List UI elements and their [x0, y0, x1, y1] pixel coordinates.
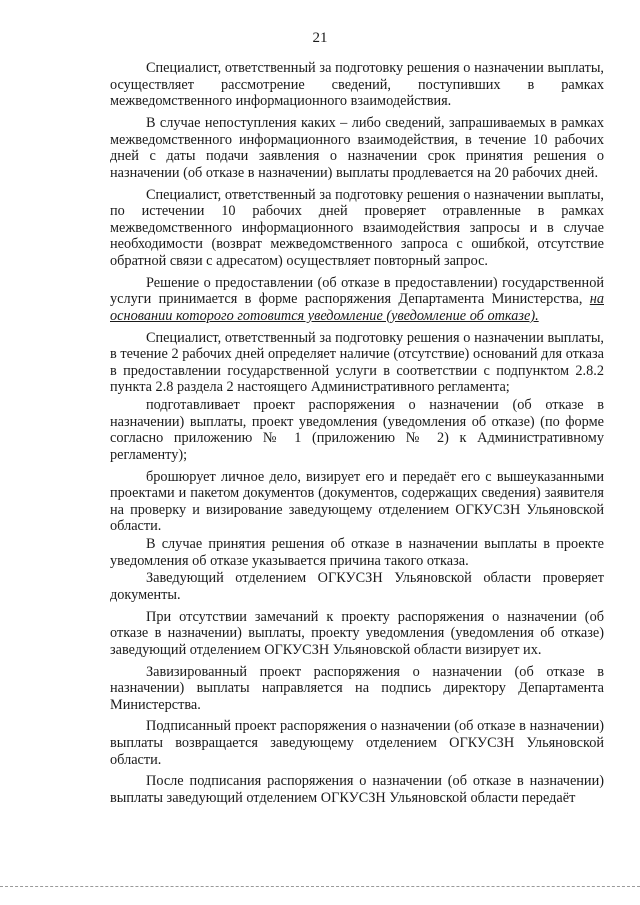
paragraph-case-file: брошюрует личное дело, визирует его и передаёт его с вышеуказанными проектами и пакетом документов (документов, содержащих сведения) заявителя на проверку и визирование заведующему отделением ОГКУСЗН Ульяновской области.	[110, 468, 604, 535]
paragraph-sent-for-signature: Завизированный проект распоряжения о назначении (об отказе в назначении) выплаты направляется на подпись директору Департамента Министерства.	[110, 663, 604, 713]
decision-emphasis: на основании которого готовится уведомление (уведомление об отказе).	[110, 291, 604, 324]
paragraph-after-signing: После подписания распоряжения о назначении (об отказе в назначении) выплаты заведующий отделением ОГКУСЗН Ульяновской области передаёт	[110, 773, 604, 807]
paragraph-deadline-extension: В случае непоступления каких – либо сведений, запрашиваемых в рамках межведомственного информационного взаимодействия, в течение 10 рабочих дней с даты подачи заявления о назначении срок принятия решения о назначении (об отказе в назначении) выплаты продлевается на 20 рабочих дней.	[110, 114, 604, 181]
paragraph-signed-returned: Подписанный проект распоряжения о назначении (об отказе в назначении) выплаты возвращается заведующему отделением ОГКУСЗН Ульяновской области.	[110, 718, 604, 768]
decision-text: Решение о предоставлении (об отказе в предоставлении) государственной услуги принимается в форме распоряжения Департамента Министерства,	[110, 274, 604, 308]
paragraph-refusal-reason: В случае принятия решения об отказе в назначении выплаты в проекте уведомления об отказе указывается причина такого отказа.	[110, 535, 604, 569]
paragraph-repeat-request: Специалист, ответственный за подготовку решения о назначении выплаты, по истечении 10 рабочих дней проверяет отравленные в рамках межведомственного информационного взаимодействия запросы и в случае необходимости (возврат межведомственного запроса с ошибкой, отсутствие обратной связи с адресатом) осуществляет повторный запрос.	[110, 186, 604, 269]
document-body	[110, 60, 604, 812]
page-number: 21	[312, 30, 328, 46]
paragraph-grounds-check: Специалист, ответственный за подготовку решения о назначении выплаты, в течение 2 рабочих дней определяет наличие (отсутствие) оснований для отказа в предоставлении государственной услуги в соответствии с подпунктом 2.8.2 пункта 2.8 раздела 2 настоящего Административного регламента;	[110, 329, 604, 396]
paragraph-head-approves: При отсутствии замечаний к проекту распоряжения о назначении (об отказе в назначении) выплаты, проекту уведомления (уведомления об отказе) заведующий отделением ОГКУСЗН Ульяновской области визирует их.	[110, 608, 604, 658]
paragraph-specialist-review: Специалист, ответственный за подготовку решения о назначении выплаты, осуществляет рассмотрение сведений, поступивших в рамках межведомственного информационного взаимодействия.	[110, 60, 604, 110]
paragraph-head-checks: Заведующий отделением ОГКУСЗН Ульяновской области проверяет документы.	[110, 570, 604, 603]
page-bottom-divider	[0, 886, 640, 887]
paragraph-prepare-draft: подготавливает проект распоряжения о назначении (об отказе в назначении) выплаты, проект уведомления (уведомления об отказе) (по форме согласно приложению № 1 (приложению № 2) к Административному регламенту);	[110, 397, 604, 463]
paragraph-decision-form	[110, 275, 604, 325]
